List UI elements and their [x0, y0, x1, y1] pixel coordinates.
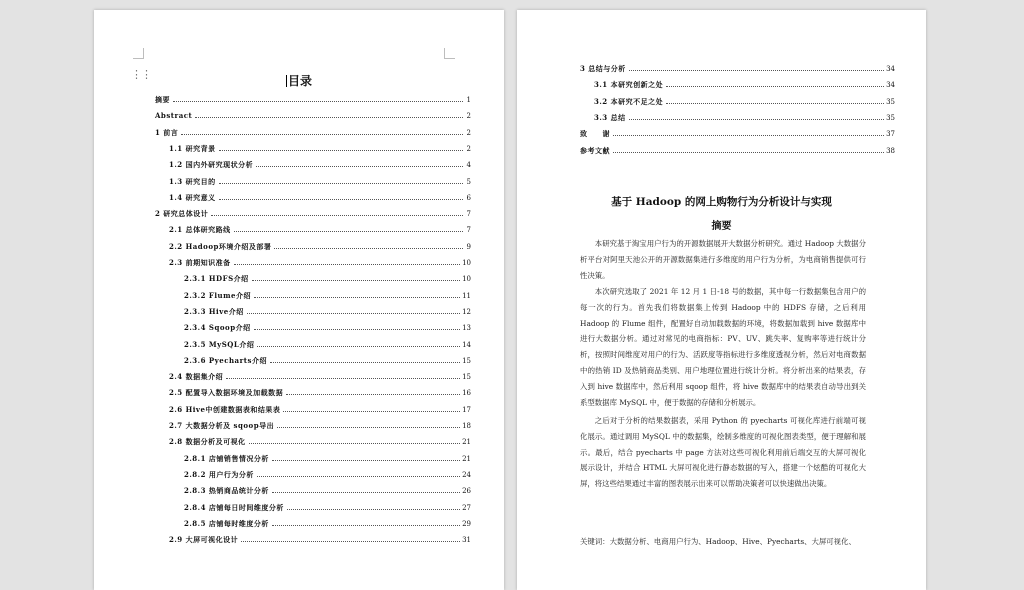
- toc-leader-dots: [234, 231, 463, 232]
- toc-entry-page: 4: [466, 161, 471, 170]
- toc-entry[interactable]: [594, 80, 895, 90]
- toc-entry-page: 15: [462, 373, 471, 382]
- toc-leader-dots: [277, 427, 460, 428]
- toc-leader-dots: [272, 460, 460, 461]
- toc-entry-page: 9: [466, 242, 471, 251]
- toc-entry-label: 2.8.3 热销商品统计分析: [184, 486, 269, 496]
- toc-entry-label: 2.3.4 Sqoop介绍: [184, 323, 251, 333]
- toc-entry-page: 7: [466, 210, 471, 219]
- toc-entry[interactable]: [594, 97, 895, 107]
- toc-entry-label: 2.1 总体研究路线: [169, 225, 231, 235]
- toc-entry-page: 12: [462, 307, 471, 316]
- toc-leader-dots: [252, 280, 460, 281]
- toc-leader-dots: [219, 183, 463, 184]
- crop-mark-top-right: [444, 48, 455, 59]
- toc-entry-page: 16: [462, 389, 471, 398]
- toc-leader-dots: [272, 492, 460, 493]
- toc-entry[interactable]: [155, 95, 471, 105]
- toc-entry[interactable]: [184, 470, 471, 480]
- toc-entry[interactable]: [155, 111, 471, 121]
- toc-entry-page: 34: [886, 81, 895, 90]
- toc-leader-dots: [272, 525, 460, 526]
- toc-title: 目录: [287, 74, 312, 88]
- toc-entry[interactable]: [594, 113, 895, 123]
- toc-entry[interactable]: [169, 160, 471, 170]
- toc-entry-page: 14: [462, 340, 471, 349]
- toc-entry-label: 2.5 配置导入数据环境及加载数据: [169, 388, 284, 398]
- toc-leader-dots: [241, 541, 460, 542]
- toc-entry-page: 2: [466, 128, 471, 137]
- toc-entry-label: 2.8 数据分析及可视化: [169, 437, 246, 447]
- toc-entry[interactable]: [169, 437, 471, 447]
- toc-entry-label: 2.4 数据集介绍: [169, 372, 224, 382]
- toc-entry-page: 15: [462, 356, 471, 365]
- toc-entry-page: 13: [462, 324, 471, 333]
- toc-entry-page: 27: [462, 503, 471, 512]
- toc-entry-label: 2.3.1 HDFS介绍: [184, 274, 249, 284]
- toc-entry[interactable]: [169, 421, 471, 431]
- toc-entry-page: 18: [462, 422, 471, 430]
- toc-leader-dots: [195, 117, 463, 118]
- toc-entry[interactable]: [184, 503, 471, 513]
- toc-entry-label: 1.4 研究意义: [169, 192, 216, 202]
- toc-leader-dots: [234, 264, 460, 265]
- drag-handle-icon[interactable]: ⋮⋮: [131, 68, 151, 81]
- toc-entry-page: 37: [886, 130, 895, 139]
- toc-entry[interactable]: [169, 177, 471, 187]
- toc-leader-dots: [274, 248, 463, 249]
- toc-entry-label: 摘要: [155, 95, 170, 104]
- toc-entry-page: 38: [886, 146, 895, 155]
- toc-entry-label: 2.3.6 Pyecharts介绍: [184, 355, 267, 365]
- toc-entry[interactable]: [184, 519, 471, 529]
- toc-entry[interactable]: [169, 193, 471, 203]
- toc-entry-page: 5: [466, 177, 471, 186]
- toc-entry-page: 6: [466, 193, 471, 202]
- toc-entry[interactable]: [184, 356, 471, 366]
- toc-entry-page: 21: [462, 454, 471, 463]
- toc-leader-dots: [613, 135, 884, 136]
- toc-leader-dots: [249, 443, 460, 444]
- toc-entry[interactable]: [580, 64, 895, 74]
- toc-entry-page: 26: [462, 487, 471, 496]
- toc-entry-label: 2.3.3 Hive介绍: [184, 306, 244, 316]
- toc-entry[interactable]: [169, 144, 471, 154]
- toc-entry[interactable]: [184, 454, 471, 464]
- toc-leader-dots: [226, 378, 460, 379]
- toc-entry[interactable]: [184, 307, 471, 317]
- toc-leader-dots: [254, 297, 460, 298]
- toc-leader-dots: [173, 101, 463, 102]
- text-cursor: [286, 75, 287, 87]
- abstract-paragraph-1: 本研究基于淘宝用户行为的开源数据展开大数据分析研究。通过 Hadoop 大数据分析平台对阿里天池公开的开源数据集进行多维度的用户行为分析，为电商销售提供可行性决策。: [580, 239, 866, 280]
- toc-entry[interactable]: [184, 291, 471, 301]
- toc-entry-label: Abstract: [155, 111, 193, 121]
- toc-entry-label: 3.2 本研究不足之处: [594, 96, 664, 106]
- document-title: 基于 Hadoop 的网上购物行为分析设计与实现: [611, 196, 832, 208]
- toc-entry-label: 2.8.5 店铺每时维度分析: [184, 518, 269, 528]
- toc-entry-page: 17: [462, 405, 471, 414]
- toc-entry-label: 2.8.1 店铺销售情况分析: [184, 453, 269, 463]
- toc-entry-label: 2.3 前期知识准备: [169, 258, 231, 267]
- toc-leader-dots: [219, 150, 463, 151]
- toc-entry[interactable]: [184, 274, 471, 284]
- toc-leader-dots: [254, 329, 460, 330]
- toc-entry[interactable]: [184, 323, 471, 333]
- toc-entry-label: 2.8.4 店铺每日时间维度分析: [184, 502, 284, 512]
- toc-leader-dots: [629, 70, 884, 71]
- toc-entry-label: 2.7 大数据分析及 sqoop导出: [169, 421, 275, 430]
- toc-entry-label: 2 研究总体设计: [155, 209, 209, 219]
- toc-entry-label: 2.3.5 MySQL介绍: [184, 339, 255, 349]
- toc-entry-page: 2: [466, 144, 471, 153]
- document-page-right[interactable]: [517, 10, 926, 590]
- toc-entry[interactable]: [184, 486, 471, 496]
- toc-entry[interactable]: [184, 340, 471, 350]
- toc-entry[interactable]: [155, 209, 471, 219]
- toc-entry-page: 7: [466, 226, 471, 235]
- toc-entry-label: 1.1 研究背景: [169, 143, 216, 153]
- toc-entry[interactable]: [169, 242, 471, 252]
- toc-entry-label: 2.8.2 用户行为分析: [184, 469, 254, 479]
- toc-leader-dots: [211, 215, 463, 216]
- abstract-heading: 摘要: [711, 221, 732, 232]
- toc-entry[interactable]: [169, 535, 471, 545]
- keywords-line: 关键词：大数据分析、电商用户行为、Hadoop、Hive、Pyecharts、大屏可视化、: [580, 537, 856, 546]
- toc-entry[interactable]: [169, 372, 471, 382]
- toc-entry-page: 21: [462, 438, 471, 447]
- toc-leader-dots: [287, 509, 460, 510]
- toc-entry-label: 参考文献: [580, 145, 610, 155]
- toc-entry[interactable]: [169, 225, 471, 235]
- abstract-paragraph-3: 之后对于分析的结果数据表，采用 Python 的 pyecharts 可视化库进行前端可视化展示。通过调用 MySQL 中的数据集，绘制多维度的可视化图表类型，便于理解和展示。最后，结合 pyecharts 中 page 方法对这些可视化利用前后端交互的大屏可视化展示设计，并结合 HTML 大屏可视化进行静态数据的写入，搭建一个炫酷的可视化大屏，将这些结果通过丰富的图表展示出来可以帮助决策者可以快速做出决策。: [580, 416, 866, 489]
- toc-leader-dots: [666, 86, 884, 87]
- toc-entry-page: 1: [466, 96, 471, 104]
- toc-entry-page: 35: [886, 97, 895, 106]
- crop-mark-top-left: [133, 48, 144, 59]
- toc-entry-label: 3.3 总结: [594, 112, 626, 122]
- toc-entry[interactable]: [169, 405, 471, 415]
- toc-leader-dots: [247, 313, 460, 314]
- toc-leader-dots: [257, 476, 460, 477]
- toc-entry[interactable]: [169, 258, 471, 268]
- toc-entry-label: 致 谢: [580, 129, 610, 139]
- toc-entry-label: 2.6 Hive中创建数据表和结果表: [169, 404, 281, 414]
- toc-leader-dots: [629, 119, 884, 120]
- toc-entry-label: 3 总结与分析: [580, 64, 626, 73]
- toc-entry-page: 35: [886, 113, 895, 122]
- toc-entry-page: 10: [462, 275, 471, 284]
- toc-entry-page: 34: [886, 65, 895, 73]
- toc-leader-dots: [256, 166, 463, 167]
- toc-entry-page: 24: [462, 470, 471, 479]
- toc-entry-label: 2.3.2 Flume介绍: [184, 290, 252, 300]
- toc-entry[interactable]: [580, 146, 895, 156]
- toc-leader-dots: [270, 362, 460, 363]
- toc-leader-dots: [613, 152, 884, 153]
- toc-leader-dots: [666, 103, 884, 104]
- abstract-paragraph-2: 本次研究选取了 2021 年 12 月 1 日-18 号的数据，其中每一行数据集包含用户的每一次的行为。首先我们将数据集上传到 Hadoop 中的 HDFS 存储，之后利用 Hadoop 的 Flume 组件，配置好自动加载数据的环境，将数据加载到 hive 数据库中进行大数据分析。通过对常见的电商指标：PV、UV、跳失率、复购率等进行统计分析，按照时间维度对用户的行为、活跃度等指标进行多维度透视分析，然后对电商数据中的热销 ID 及热销商品类别、用户地理位置进行统计分析。将分析出来的结果表，存入到 hive 数据库中，然后利用 sqoop 组件，将 hive 数据库中的结果表自动导出到关系型数据库 MySQL 中，便于数据的存储和分析展示。: [580, 287, 866, 407]
- toc-entry-page: 2: [466, 112, 471, 121]
- toc-leader-dots: [286, 394, 460, 395]
- toc-entry-label: 2.9 大屏可视化设计: [169, 535, 239, 545]
- document-page-left[interactable]: [94, 10, 504, 590]
- toc-entry[interactable]: [169, 388, 471, 398]
- toc-entry-page: 29: [462, 519, 471, 528]
- toc-leader-dots: [181, 134, 463, 135]
- toc-entry-label: 1 前言: [155, 127, 179, 137]
- toc-entry-label: 3.1 本研究创新之处: [594, 80, 664, 90]
- toc-entry-label: 1.2 国内外研究现状分析: [169, 160, 254, 170]
- toc-entry-page: 10: [462, 259, 471, 267]
- toc-entry-label: 2.2 Hadoop环境介绍及部署: [169, 241, 272, 251]
- toc-entry-page: 11: [462, 291, 471, 300]
- toc-leader-dots: [257, 346, 460, 347]
- toc-entry[interactable]: [155, 128, 471, 138]
- toc-entry-page: 31: [462, 536, 471, 545]
- toc-entry-label: 1.3 研究目的: [169, 176, 216, 186]
- toc-entry[interactable]: [580, 129, 895, 139]
- toc-leader-dots: [219, 199, 463, 200]
- toc-leader-dots: [283, 411, 460, 412]
